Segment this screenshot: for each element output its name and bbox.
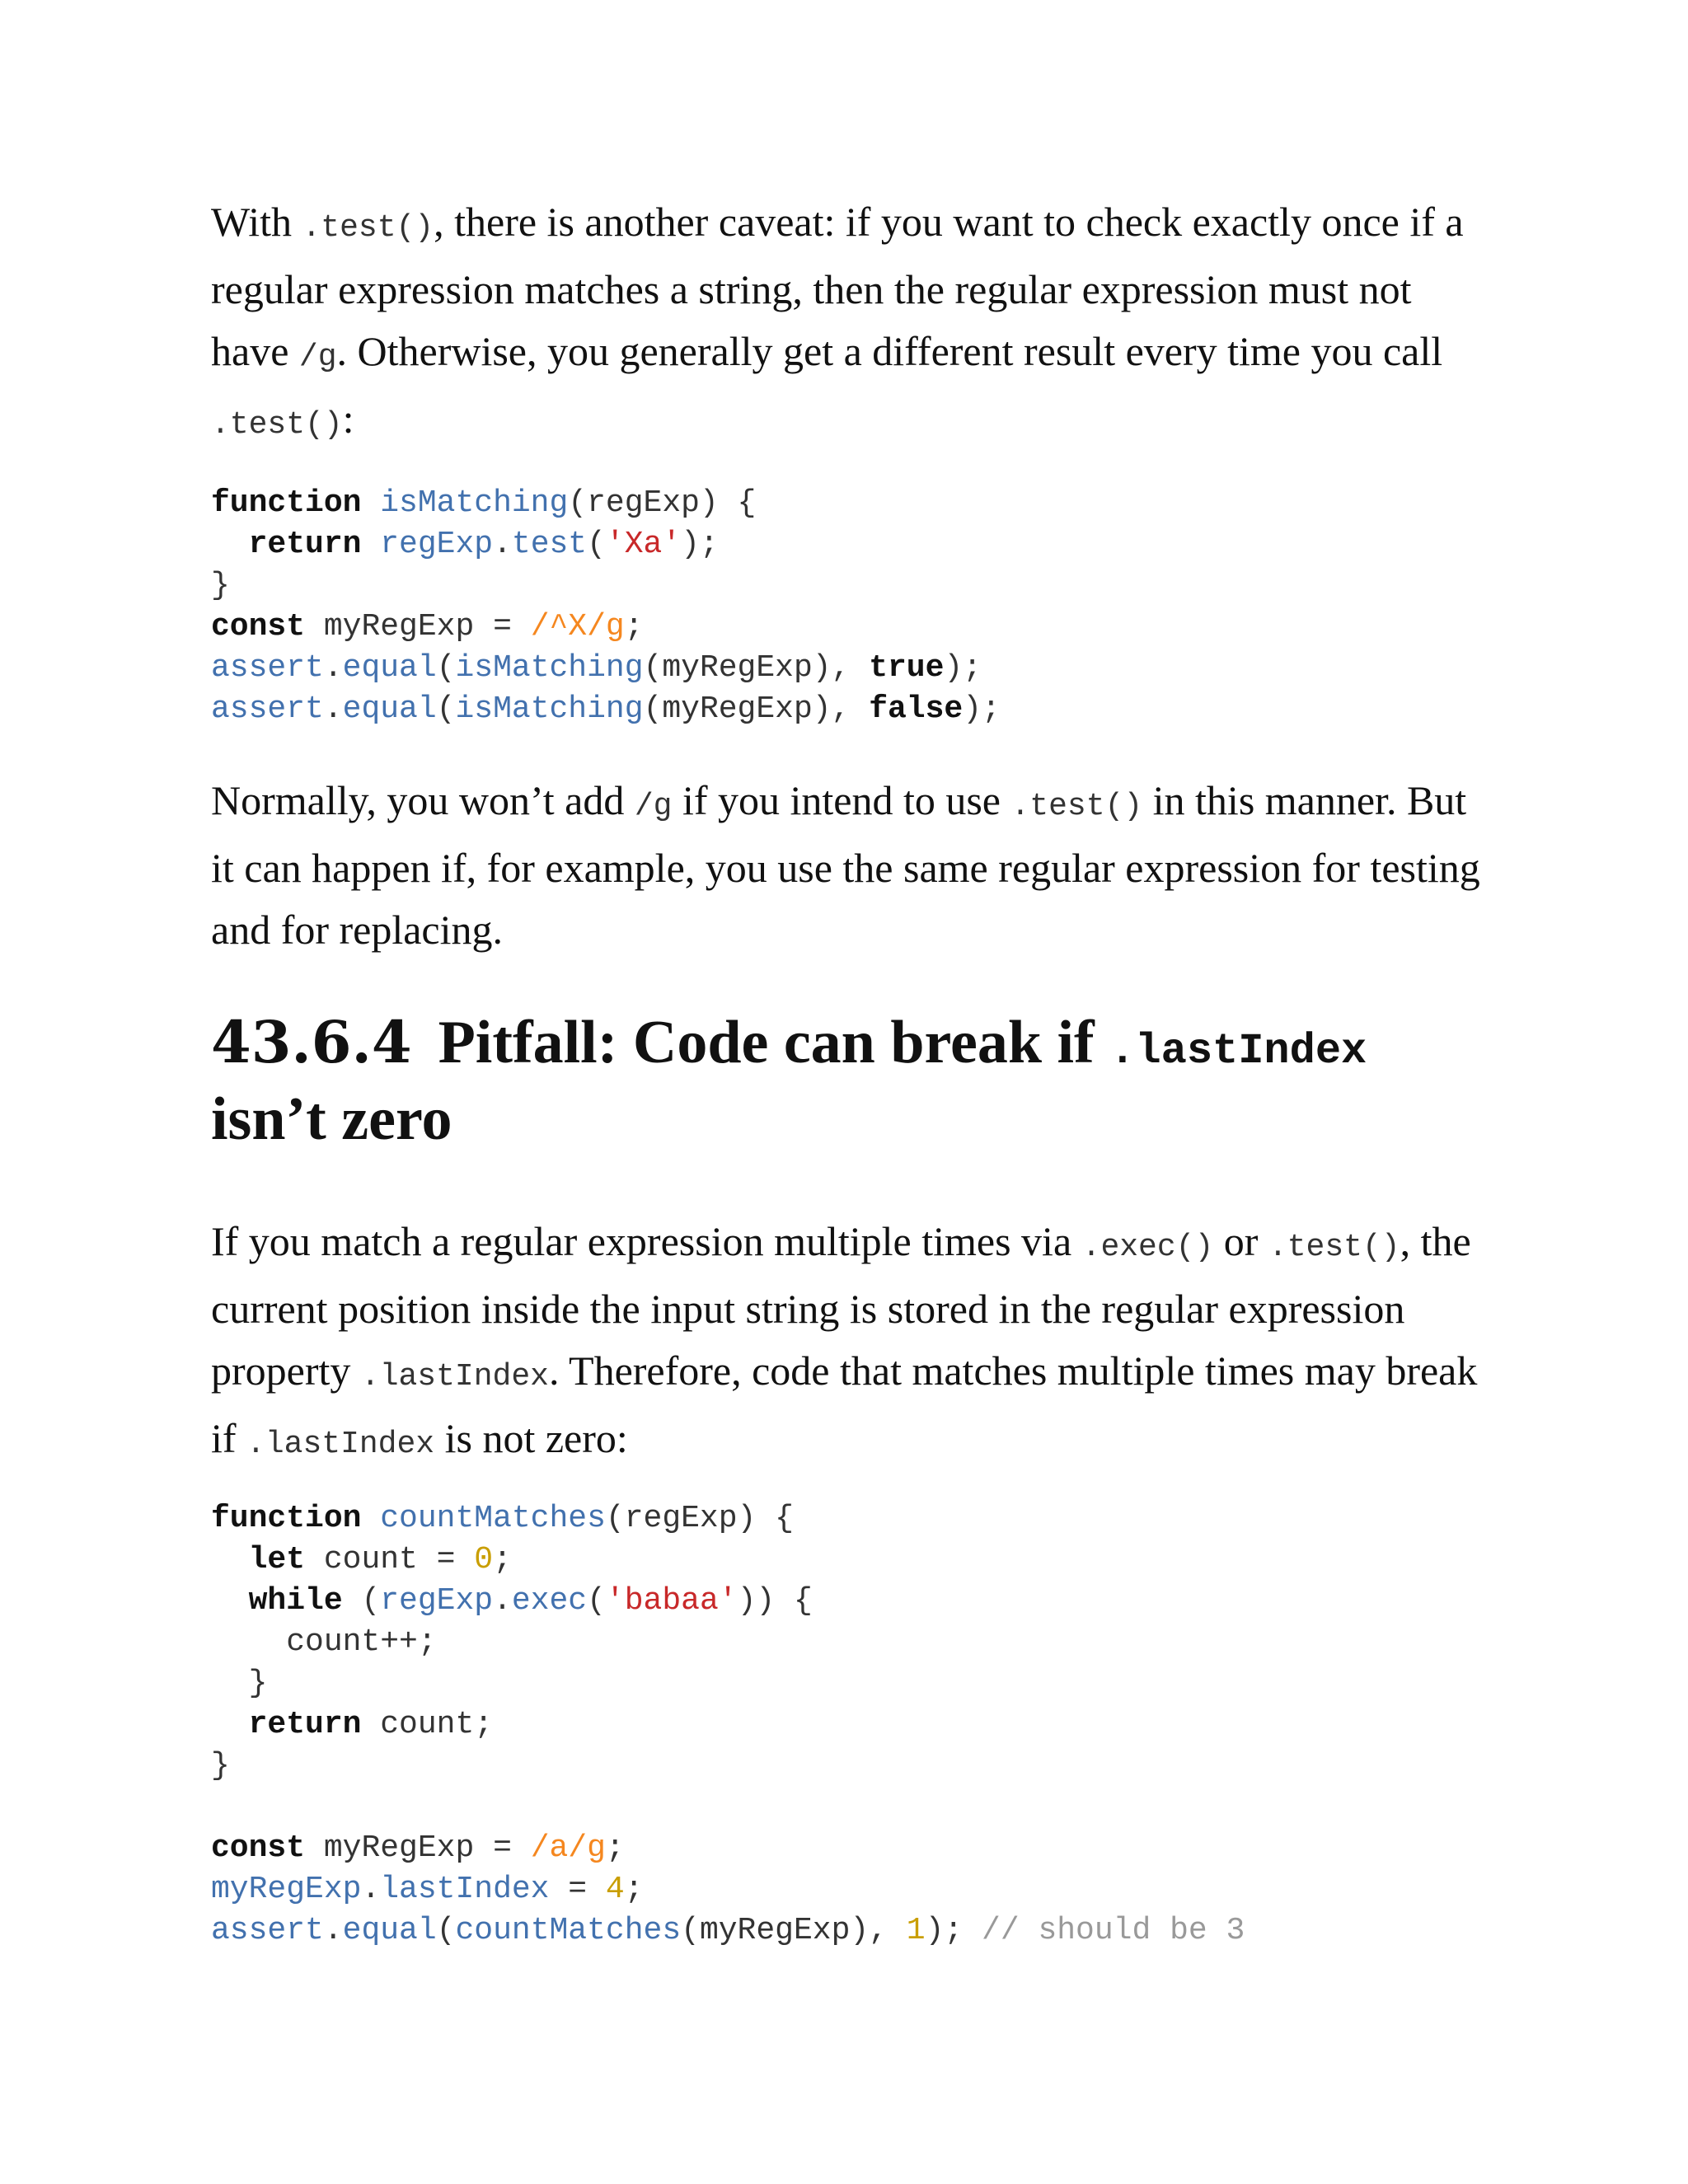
code-line: count++; bbox=[211, 1624, 437, 1660]
code-block-count-matches bbox=[211, 1498, 1245, 1952]
text: . Otherwise, you generally get a different result every time you call bbox=[336, 328, 1443, 374]
text: or bbox=[1213, 1218, 1268, 1264]
text: If you match a regular expression multiple times via bbox=[211, 1218, 1082, 1264]
code-line: return regExp.test('Xa'); bbox=[248, 527, 719, 562]
section-heading bbox=[211, 1009, 1480, 1153]
code-block-is-matching bbox=[211, 483, 1001, 730]
inline-code: .test() bbox=[1268, 1230, 1400, 1265]
inline-code: .test() bbox=[211, 407, 343, 443]
text: Normally, you won’t add bbox=[211, 777, 635, 823]
text: : bbox=[342, 396, 354, 442]
heading-text: Pitfall: Code can break if bbox=[438, 1009, 1110, 1076]
heading-text: isn’t zero bbox=[211, 1085, 452, 1153]
text: . Therefore, code that matches multiple times may break if bbox=[211, 1347, 1478, 1461]
code-line: assert.equal(isMatching(myRegExp), true); bbox=[211, 650, 982, 686]
text: in this manner. But it can happen if, for example, you use the same regular expression for testing and for replacing. bbox=[211, 777, 1480, 953]
paragraph-normally bbox=[211, 770, 1480, 961]
code-line: } bbox=[211, 1666, 268, 1701]
code-line: while (regExp.exec('babaa')) { bbox=[248, 1583, 813, 1619]
code-line: let count = 0; bbox=[248, 1542, 512, 1577]
code-line: return count; bbox=[248, 1707, 494, 1742]
text: , there is another caveat: if you want to check exactly once if a regular expression matches a string, then the regular expression must not have bbox=[211, 199, 1464, 374]
code-line: const myRegExp = /a/g; bbox=[211, 1830, 625, 1866]
inline-code: .test() bbox=[302, 210, 434, 246]
code-comment: // should be 3 bbox=[982, 1913, 1245, 1948]
paragraph-test-caveat bbox=[211, 191, 1480, 456]
inline-code: .lastIndex bbox=[1109, 1027, 1367, 1076]
inline-code: /g bbox=[634, 789, 673, 824]
code-line: const myRegExp = /^X/g; bbox=[211, 609, 644, 644]
code-line: assert.equal(countMatches(myRegExp), 1); // should be 3 bbox=[211, 1913, 1245, 1948]
code-line: myRegExp.lastIndex = 4; bbox=[211, 1872, 644, 1907]
inline-code: .test() bbox=[1010, 789, 1143, 824]
inline-code: .lastIndex bbox=[360, 1359, 549, 1394]
text: is not zero: bbox=[434, 1415, 628, 1461]
text: With bbox=[211, 199, 302, 245]
section-number: 43.6.4 bbox=[211, 1008, 412, 1076]
code-line: assert.equal(isMatching(myRegExp), false); bbox=[211, 691, 1001, 727]
text: if you intend to use bbox=[672, 777, 1011, 823]
inline-code: /g bbox=[298, 340, 337, 375]
code-line: function countMatches(regExp) { bbox=[211, 1501, 794, 1536]
code-line: } bbox=[211, 1748, 230, 1783]
text: , the current position inside the input string is stored in the regular expression property bbox=[211, 1218, 1471, 1394]
inline-code: .lastIndex bbox=[246, 1427, 435, 1462]
code-line: function isMatching(regExp) { bbox=[211, 485, 757, 521]
code-line: } bbox=[211, 568, 230, 603]
inline-code: .exec() bbox=[1081, 1230, 1214, 1265]
paragraph-last-index bbox=[211, 1211, 1480, 1475]
